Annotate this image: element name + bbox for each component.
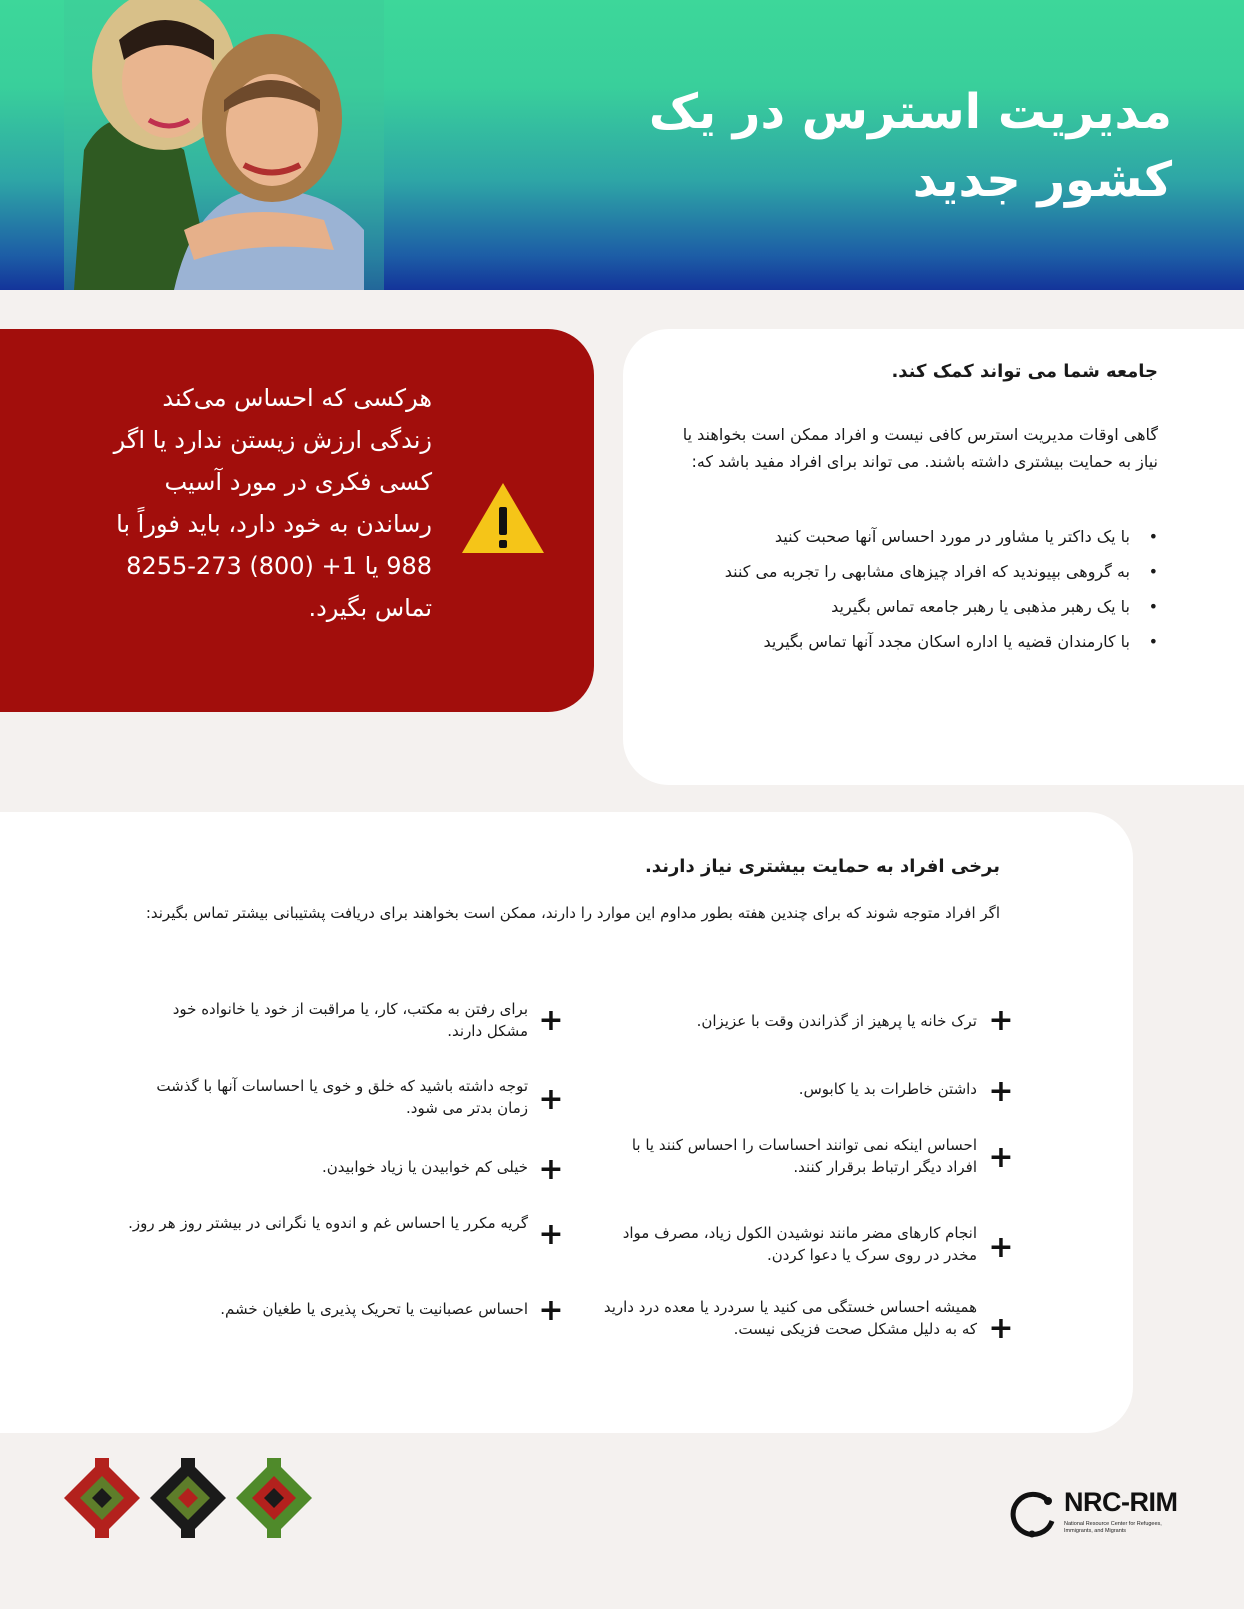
green-motif-icon	[236, 1458, 312, 1538]
nrc-rim-logo	[1008, 1487, 1178, 1543]
sign-item: انجام کارهای مضر مانند نوشیدن الکول زیاد، مصرف مواد مخدر در روی سرک یا دعوا کردن.	[622, 1224, 977, 1264]
community-heading: جامعه شما می تواند کمک کند.	[891, 361, 1158, 382]
plus-icon: +	[988, 1074, 1014, 1109]
sign-item: ترک خانه یا پرهیز از گذراندن وقت با عزیزان.	[696, 1012, 977, 1030]
list-item: • با یک رهبر مذهبی یا رهبر جامعه تماس بگیرید	[678, 591, 1158, 623]
sign-item: داشتن خاطرات بد یا کابوس.	[798, 1080, 977, 1098]
community-list	[678, 521, 1158, 661]
logo-subtitle: National Resource Center for Refugees, Immigrants, and Migrants	[1064, 1521, 1162, 1534]
list-item: • به گروهی بپیوندید که افراد چیزهای مشابهی را تجربه می کنند	[678, 556, 1158, 588]
plus-icon: +	[988, 1311, 1014, 1346]
title-line-2: کشور جدید	[912, 152, 1172, 208]
plus-icon: +	[988, 1140, 1014, 1175]
header-banner	[0, 0, 1244, 290]
list-item: • با کارمندان قضیه یا اداره اسکان مجدد آنها تماس بگیرید	[678, 626, 1158, 658]
sign-item: همیشه احساس خستگی می کنید یا سردرد یا معده درد دارید که به دلیل مشکل صحت فزیکی نیست.	[603, 1298, 977, 1338]
title-line-1: مدیریت استرس در یک	[648, 84, 1172, 140]
sign-item: توجه داشته باشید که خلق و خوی یا احساسات آنها با گذشت زمان بدتر می شود.	[156, 1077, 528, 1117]
plus-icon: +	[538, 1217, 564, 1252]
mother-daughter-photo	[64, 0, 384, 290]
sign-item: برای رفتن به مکتب، کار، یا مراقبت از خود یا خانواده خود مشکل دارند.	[172, 1000, 528, 1040]
warning-icon	[458, 479, 548, 559]
logo-circle-icon	[1008, 1489, 1058, 1539]
red-motif-icon	[64, 1458, 140, 1538]
community-intro: گاهی اوقات مدیریت استرس کافی نیست و افراد ممکن است بخواهند یا نیاز به حمایت بیشتری داشته باشند. می تواند برای افراد مفید باشد که:	[682, 425, 1158, 471]
plus-icon: +	[988, 1003, 1014, 1038]
black-motif-icon	[150, 1458, 226, 1538]
list-item: • با یک داکتر یا مشاور در مورد احساس آنها صحبت کنید	[678, 521, 1158, 553]
crisis-alert-text: هرکسی که احساس می‌کند زندگی ارزش زیستن ندارد یا اگر کسی فکری در مورد آسیب رساندن به خود دارد، باید فوراً با 988 یا 1+ (800) 273-8255 تماس بگیرد.	[113, 384, 432, 622]
support-heading: برخی افراد به حمایت بیشتری نیاز دارند.	[644, 856, 1000, 877]
page-title	[612, 78, 1172, 214]
support-intro: اگر افراد متوجه شوند که برای چندین هفته بطور مداوم این موارد را دارند، ممکن است بخواهند برای دریافت پشتیبانی بیشتر تماس بگیرند:	[145, 904, 1000, 922]
crisis-alert-box	[0, 329, 594, 712]
sign-item: احساس اینکه نمی توانند احساسات را احساس کنند یا با افراد دیگر ارتباط برقرار کنند.	[631, 1136, 977, 1176]
plus-icon: +	[538, 1152, 564, 1187]
community-help-card	[623, 329, 1244, 785]
logo-name: NRC-RIM	[1064, 1487, 1178, 1517]
sign-item: گریه مکرر یا احساس غم و اندوه یا نگرانی در بیشتر روز هر روز.	[128, 1214, 528, 1232]
extra-support-card	[0, 812, 1133, 1433]
decorative-motifs	[64, 1458, 324, 1538]
sign-item: خیلی کم خوابیدن یا زیاد خوابیدن.	[322, 1158, 528, 1176]
plus-icon: +	[538, 1003, 564, 1038]
plus-icon: +	[988, 1230, 1014, 1265]
sign-item: احساس عصبانیت یا تحریک پذیری یا طغیان خشم.	[220, 1300, 528, 1318]
plus-icon: +	[538, 1293, 564, 1328]
plus-icon: +	[538, 1082, 564, 1117]
